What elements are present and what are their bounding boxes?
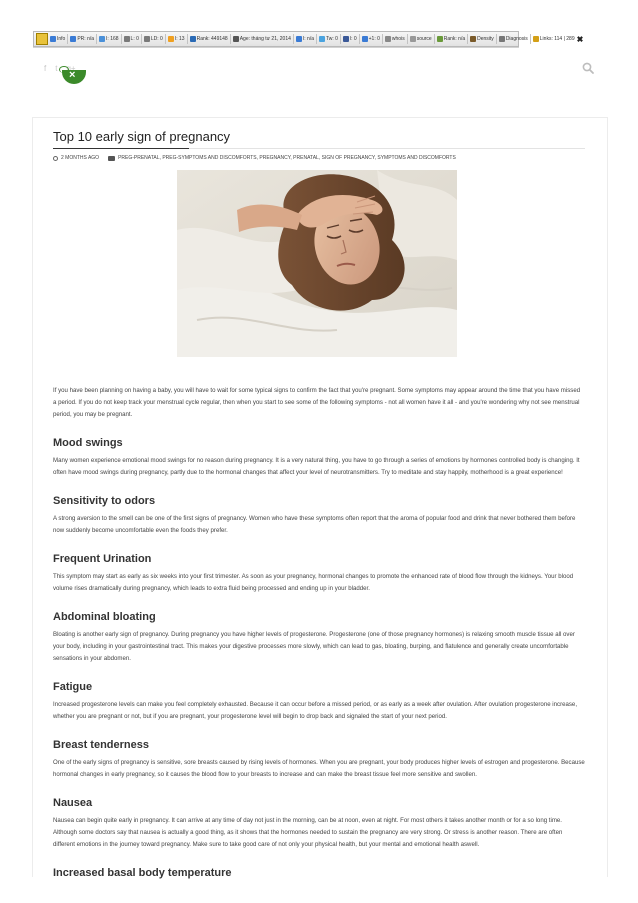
bing-icon [168,36,174,42]
toolbar-separator [121,34,122,44]
toolbar-separator [340,34,341,44]
section-paragraph: Increased progesterone levels can make you feel completely exhausted. Because it can occur before a missed period, or as early as a week after ovulation. After ovulation progesterone increase, whether you are pregnant or not, but if you are pregnant, your progesterone level will begin to drop back and signaled the start of your next period. [53,701,578,720]
seo-toolbar-item-label: Density [477,36,494,42]
seo-toolbar-item-label: Rank: n/a [443,36,466,42]
toolbar-separator [293,34,294,44]
seo-toolbar-item-label: Info [57,36,66,42]
seo-toolbar-item[interactable] [190,36,228,42]
toolbar-separator [316,34,317,44]
index-icon [99,36,105,42]
seo-toolbar-item[interactable] [168,36,185,42]
alexa-icon [190,36,196,42]
seo-toolbar-item[interactable] [70,36,94,42]
seo-toolbar-item-label: l: 0 [349,36,357,42]
section-heading: Fatigue [53,681,93,693]
toolbar-separator [530,34,531,44]
seo-toolbar-item-label: Age: tháng tư 21, 2014 [239,36,291,42]
section-heading: Frequent Urination [53,553,152,565]
article-sections [53,437,585,879]
seo-toolbar-item[interactable] [533,36,575,42]
search-icon[interactable] [582,62,594,74]
folder-icon [108,156,115,161]
facebook-icon [343,36,349,42]
toolbar-separator [141,34,142,44]
toolbar-separator [467,34,468,44]
toolbar-separator [187,34,188,44]
article-body [53,385,585,885]
close-icon[interactable]: ✖ [576,34,584,44]
seo-toolbar-item[interactable] [99,36,119,42]
section-paragraph: A strong aversion to the smell can be one of the first signs of pregnancy. Women who have these symptoms often report that the aroma of popular food and drink that never bothered them before now suddenly become uncomfortable even the foods they prefer. [53,515,576,534]
seo-toolbar-item[interactable] [470,36,494,42]
seo-toolbar-item-label: Diagnosis [505,36,528,42]
seo-toolbar-item-label: LD: 0 [150,36,163,42]
post-meta [53,155,456,161]
pagerank-icon [70,36,76,42]
section-heading: Breast tenderness [53,739,149,751]
seo-toolbar-item[interactable] [410,36,432,42]
seo-toolbar-item-label: L: 0 [130,36,139,42]
seo-toolbar-item[interactable] [437,36,465,42]
section-paragraph: Nausea can begin quite early in pregnancy. It can arrive at any time of day not just in the morning, can be at noon, even at night. For most others it takes another month or for a so long time. Although some doctors say that nausea is actually a good thing, as it shows that the hormones needed to sustain the pregnancy are very strong. Or stress is another reason. There are often different emotions in the journey toward pregnancy. Make sure to take good care of not only your physical health, but your mental and emotional health aswell. [53,817,563,848]
clock-icon [53,156,58,161]
section-heading: Abdominal bloating [53,611,156,623]
links-icon [124,36,130,42]
article-intro: If you have been planning on having a baby, you will have to wait for some typical signs to confirm the fact that you're pregnant. Some symptoms may appear around the time that you have missed a period. If you do not keep track your menstrual cycle regular, then when you start to see some of the following symptoms - not all women have it all - and you're wondering why not see menstrual period, you may be pregnant. [53,387,581,418]
info-icon [50,36,56,42]
seo-toolbar-item-label: I: 13 [174,36,185,42]
section-heading: Mood swings [53,437,123,449]
seo-toolbar-item[interactable] [50,36,65,42]
twitter-icon [319,36,325,42]
facebook-icon[interactable]: f [44,64,47,73]
seo-toolbar-item-label: I: n/a [302,36,315,42]
section-paragraph: Many women experience emotional mood swings for no reason during pregnancy. It is a very natural thing, you have to go through a series of emotions by hormones controlled body is changing. It often have mood swings during pregnancy, partly due to the hormonal changes that affect your level of neurotransmitters. Try to meditate and stay happily, motherhood is a great experience! [53,457,580,476]
post-categories[interactable]: PREG-PRENATAL, PREG-SYMPTOMS AND DISCOMFORTS, PREGNANCY, PRENATAL, SIGN OF PREGNANCY, SYMPTOMS AND DISCOMFORTS [118,155,456,161]
toolbar-separator [382,34,383,44]
seo-toolbar-item[interactable] [499,36,528,42]
seo-toolbar-items [50,34,575,44]
diagnosis-icon [499,36,505,42]
seo-toolbar-item[interactable] [319,36,338,42]
toolbar-separator [434,34,435,44]
seo-toolbar-item[interactable] [343,36,357,42]
seo-toolbar-item-label: Links: 114 | 289 [539,36,575,42]
twitter-icon[interactable]: t [55,64,58,73]
toolbar-separator [230,34,231,44]
whois-icon [385,36,391,42]
toolbar-separator [407,34,408,44]
seo-toolbar-item-label: +1: 0 [368,36,380,42]
section-paragraph: One of the early signs of pregnancy is sensitive, sore breasts caused by rising levels of hormones. When you are pregnant, your body produces higher levels of estrogen and progesterone. Because hormonal changes in early pregnancy, so it causes the blood flow to your breasts to increase and can make the breast tissue feel more sensitive and swollen. [53,759,585,778]
linkdomains-icon [144,36,150,42]
toolbar-separator [359,34,360,44]
seo-toolbar-item-label: I: 168 [106,36,119,42]
google-index-icon [296,36,302,42]
title-underline-accent [53,148,189,149]
seoquake-logo-icon[interactable] [36,33,48,45]
toolbar-separator [96,34,97,44]
seo-toolbar-item[interactable] [124,36,139,42]
toolbar-separator [67,34,68,44]
seo-toolbar-item-label: Tw: 0 [326,36,338,42]
seo-toolbar-item-label: source [416,36,432,42]
age-icon [233,36,239,42]
post-time: 2 MONTHS AGO [61,155,100,161]
density-icon [470,36,476,42]
toolbar-divider [33,47,519,48]
toolbar-separator [165,34,166,44]
section-paragraph: Bloating is another early sign of pregnancy. During pregnancy you have higher levels of progesterone. Progesterone (one of those pregnancy hormones) is relaxing smooth muscle tissue all over your body, including in your gastrointestinal tract. This makes your digestive processes more slowly, which can lead to gas, bloating, burping, and flatulence and generally create uncomfortable sensations in your abdomen. [53,631,575,662]
source-icon [410,36,416,42]
rank-icon [437,36,443,42]
seo-toolbar-item-label: Rank: 449148 [196,36,228,42]
seo-toolbar-item[interactable] [233,36,291,42]
seo-toolbar-item[interactable] [296,36,314,42]
section-heading: Nausea [53,797,93,809]
section-heading: Sensitivity to odors [53,495,156,507]
gplus-icon [362,36,368,42]
section-heading: Increased basal body temperature [53,867,232,879]
seo-toolbar-item-label: whois [391,36,405,42]
seo-toolbar-item[interactable] [362,36,380,42]
hero-image [177,170,457,357]
site-logo[interactable] [62,70,86,84]
post-title[interactable]: Top 10 early sign of pregnancy [53,129,231,144]
seo-toolbar [33,31,584,47]
section-paragraph: This symptom may start as early as six weeks into your first trimester. As soon as your pregnancy, hormonal changes to promote the enhanced rate of blood flow through the kidneys. Your blood volume rises dramatically during pregnancy, which leads to extra fluid being processed and ending up in your bladder. [53,573,574,592]
seo-toolbar-item[interactable] [144,36,163,42]
toolbar-separator [496,34,497,44]
seo-toolbar-item-label: PR: n/a [77,36,95,42]
seo-toolbar-item[interactable] [385,36,405,42]
links-count-icon [533,36,539,42]
